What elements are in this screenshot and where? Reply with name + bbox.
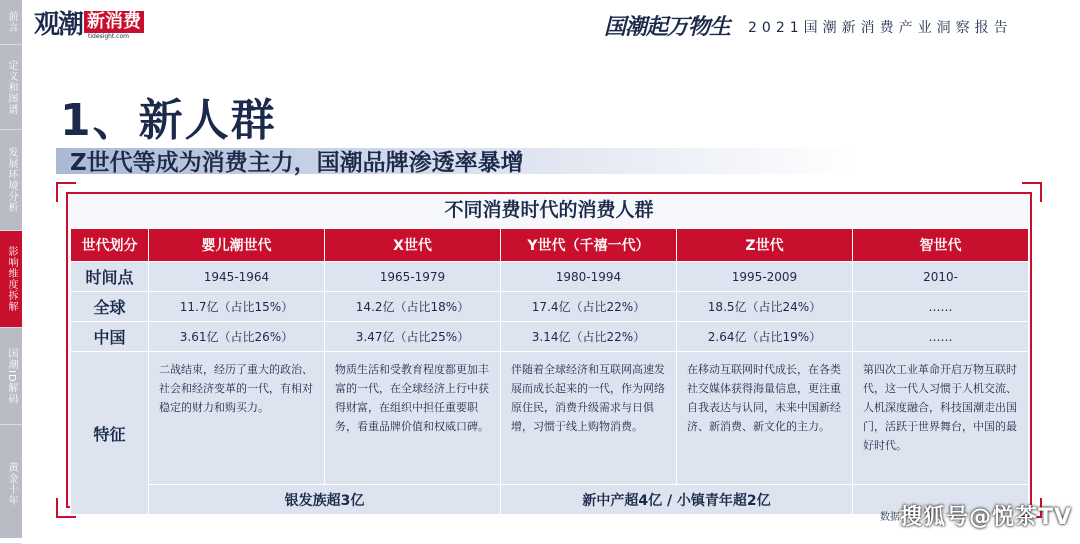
feature-cell: 在移动互联网时代成长，在各类社交媒体获得海量信息，更注重自我表达与认同，未来中国新经济、新消费、新文化的主力。 (677, 352, 853, 485)
table-row (71, 292, 1029, 322)
table-cell: 1980-1994 (501, 262, 677, 292)
logo-main: 观潮 (34, 9, 83, 40)
nav-item-id-decode[interactable]: 国潮ID解码 (0, 328, 22, 425)
row-label: 中国 (71, 322, 149, 352)
column-header: 智世代 (853, 229, 1029, 262)
table-cell: 2010- (853, 262, 1029, 292)
page-subtitle: Z世代等成为消费主力，国潮品牌渗透率暴增 (70, 150, 524, 176)
source-label: 数据 (880, 512, 900, 523)
table-cell: 1995-2009 (677, 262, 853, 292)
nav-item-definition[interactable]: 定义和图谱 (0, 45, 22, 130)
watermark: 搜狐号@悦茶TV (900, 505, 1073, 530)
nav-item-environment[interactable]: 发展环境分析 (0, 130, 22, 231)
table-cell: 3.61亿（占比26%） (149, 322, 325, 352)
nav-item-dimensions[interactable]: 影响维度拆解 (0, 231, 22, 328)
report-title: 2021国潮新消费产业洞察报告 (748, 20, 1013, 36)
logo-url: tidesight.com (88, 33, 129, 40)
table-row (71, 262, 1029, 292)
feature-cell: 二战结束，经历了重大的政治、社会和经济变革的一代，有相对稳定的财力和购买力。 (149, 352, 325, 485)
column-header: 世代划分 (71, 229, 149, 262)
table-cell: 1965-1979 (325, 262, 501, 292)
left-nav (0, 0, 22, 538)
table-cell: 3.47亿（占比25%） (325, 322, 501, 352)
brush-calligraphy-logo: 国潮起万物生 (604, 14, 731, 40)
table-cell: 14.2亿（占比18%） (325, 292, 501, 322)
generation-table (70, 228, 1028, 515)
row-label: 特征 (71, 352, 149, 515)
table-cell: 17.4亿（占比22%） (501, 292, 677, 322)
nav-item-preface[interactable]: 前言 (0, 0, 22, 45)
feature-cell: 伴随着全球经济和互联网高速发展而成长起来的一代，作为网络原住民，消费升级需求与日俱增，习惯于线上购物消费。 (501, 352, 677, 485)
feature-cell: 物质生活和受教育程度都更加丰富的一代，在全球经济上行中获得财富，在组织中担任重要职务，看重品牌价值和权威口碑。 (325, 352, 501, 485)
column-header: X世代 (325, 229, 501, 262)
band-middle-class: 新中产超4亿 / 小镇青年超2亿 (501, 485, 853, 515)
table-cell: 3.14亿（占比22%） (501, 322, 677, 352)
table-cell: 11.7亿（占比15%） (149, 292, 325, 322)
column-header: Y世代（千禧一代） (501, 229, 677, 262)
nav-item-golden-decade[interactable]: 黄金十年 (0, 425, 22, 544)
table-cell: …… (853, 322, 1029, 352)
table-cell: 2.64亿（占比19%） (677, 322, 853, 352)
table-cell: …… (853, 292, 1029, 322)
column-header: Z世代 (677, 229, 853, 262)
row-label: 全球 (71, 292, 149, 322)
table-title: 不同消费时代的消费人群 (444, 199, 654, 221)
table-header-row (71, 229, 1029, 262)
table-row (71, 322, 1029, 352)
page-headline: 1、新人群 (60, 95, 277, 146)
column-header: 婴儿潮世代 (149, 229, 325, 262)
table-cell: 18.5亿（占比24%） (677, 292, 853, 322)
brand-logo (34, 8, 144, 40)
logo-badge: 新消费 (84, 11, 144, 33)
table-frame (66, 192, 1032, 508)
table-row-features (71, 352, 1029, 485)
row-label: 时间点 (71, 262, 149, 292)
band-silver: 银发族超3亿 (149, 485, 501, 515)
table-cell: 1945-1964 (149, 262, 325, 292)
feature-cell: 第四次工业革命开启万物互联时代，这一代人习惯于人机交流、人机深度融合，科技国潮走出国门，活跃于世界舞台，中国的最好时代。 (853, 352, 1029, 485)
